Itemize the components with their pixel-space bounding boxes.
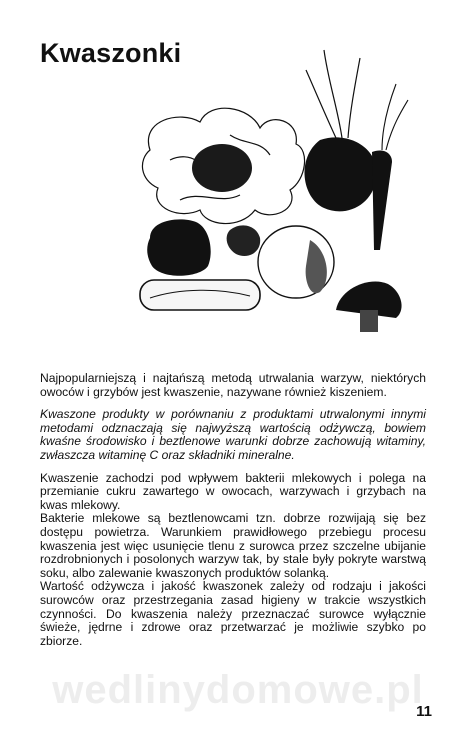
tomato-shape xyxy=(147,219,210,275)
paragraph-intro: Najpopularniejszą i najtańszą metodą utrwalania warzyw, niektórych owoców i grzybów jest kwaszenie, nazywane również kiszeniem. xyxy=(40,371,426,399)
vegetables-illustration-image xyxy=(110,40,410,345)
small-root-shape xyxy=(227,225,261,256)
cucumber-shape xyxy=(140,280,260,310)
paragraph-quality: Wartość odżywcza i jakość kwaszonek zależy od rodzaju i jakości surowców oraz przestrzegania zasad higieny w trakcie wszystkich czynności. Do kwaszenia należy przeznaczać surowce wyłącznie świeże, jędrne i zdrowe oraz przetwarzać je możliwie szybko po zbiorze. xyxy=(40,579,426,648)
paragraph-bacteria: Bakterie mlekowe są beztlenowcami tzn. dobrze rozwijają się bez dostępu powietrza. Warunkiem prawidłowego przebiegu procesu kwaszenia jest więc usunięcie tlenu z surowca przez szczelne ubijanie rozdrobnionych i posolonych warzyw tak, by stale były pokryte warstwą soku, albo zalewanie kwaszonych produktów solanką. xyxy=(40,511,426,580)
page-number: 11 xyxy=(416,703,432,720)
apple-shading-shape xyxy=(306,240,327,293)
beet-leaves-shape xyxy=(306,50,360,138)
page-title: Kwaszonki xyxy=(40,38,182,68)
carrot-shape xyxy=(372,150,392,250)
cabbage-head-shape xyxy=(192,144,252,192)
mushroom-shape xyxy=(336,282,402,332)
body-text xyxy=(40,372,426,648)
watermark-text: wedlinydomowe.pl xyxy=(52,668,424,712)
paragraph-process: Kwaszenie zachodzi pod wpływem bakterii mlekowych i polega na przemianie cukru zawartego w owocach, warzywach i grzybach na kwas mlekowy. xyxy=(40,470,426,512)
paragraph-nutrition: Kwaszone produkty w porównaniu z produktami utrwalonymi innymi metodami odznaczają się najwyższą wartością odżywczą, bowiem kwaśne środowisko i beztlenowe warunki dobrze zachowują witaminy, zwłaszcza witaminę C oraz składniki mineralne. xyxy=(40,407,426,462)
carrot-leaves-shape xyxy=(382,84,408,150)
beet-shape xyxy=(305,137,377,211)
